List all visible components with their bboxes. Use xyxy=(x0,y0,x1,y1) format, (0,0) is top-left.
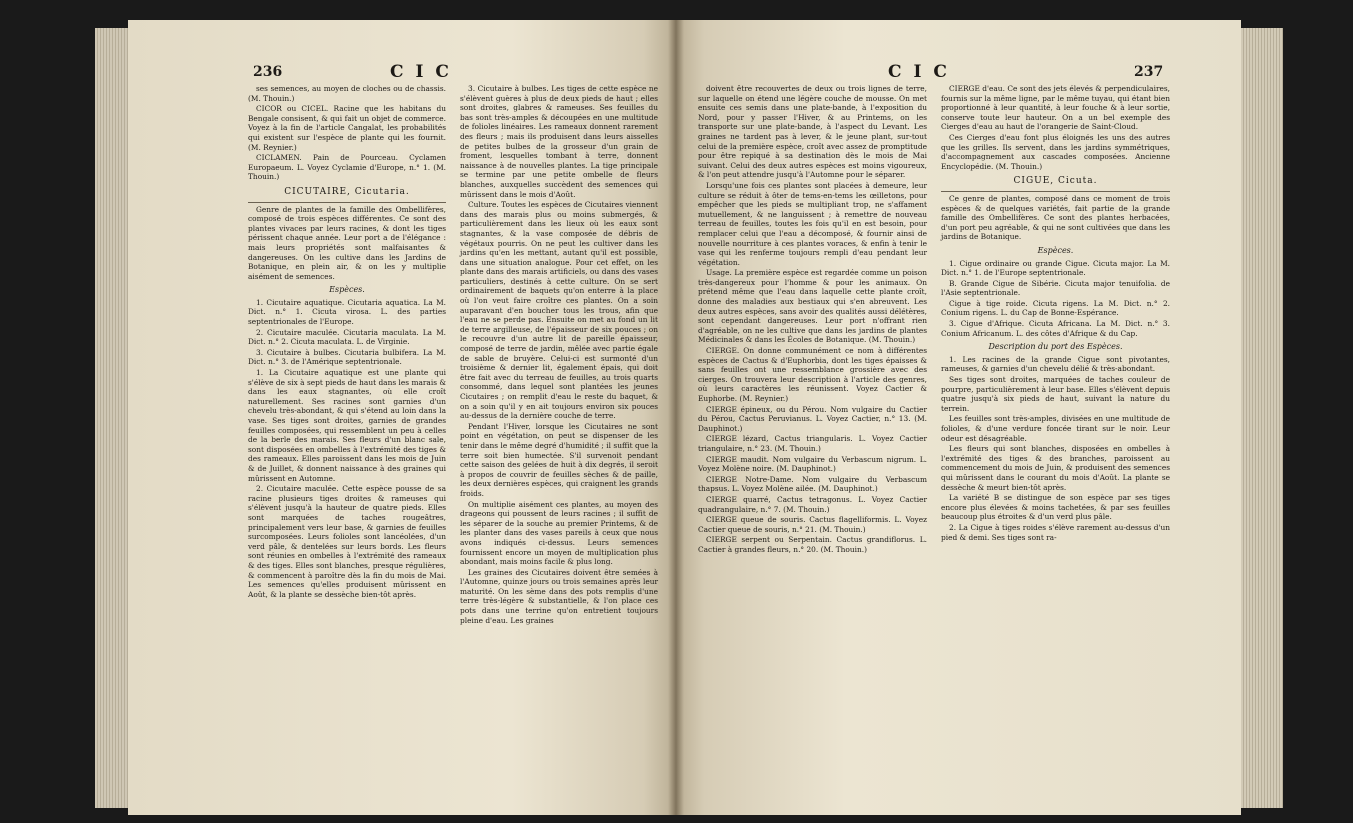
paragraph: La variété B se distingue de son espèce par ses tiges encore plus élevées & moins tachetées, & par ses feuilles beaucoup plus étroites & d'un verd plus pâle. xyxy=(941,493,1170,522)
paragraph: 1. Cigue ordinaire ou grande Cigue. Cicuta major. La M. Dict. n.° 1. de l'Europe septentrionale. xyxy=(941,258,1170,278)
paragraph: CICOR ou CICEL. Racine que les habitans du Bengale consisent, & qui fait un objet de commerce. Voyez à la fin de l'article Cangalat, les probabilités qui existent sur l'espèce de plante qui les fournit. (M. Reynier.) xyxy=(248,104,446,152)
paragraph: 3. Cicutaire à bulbes. Cicutaria bulbifera. La M. Dict. n.° 3. de l'Amérique septentrionale. xyxy=(248,347,446,367)
paragraph: 3. Cicutaire à bulbes. Les tiges de cette espèce ne s'élèvent guères à plus de deux pieds de haut ; elles sont droites, glabres & rameuses. Ses feuilles du bas sont très-amples & découpées en une multitude de folioles linéaires. Les rameaux donnent rarement des fleurs ; mais ils produisent dans leurs aisselles de petites bulbes de la grosseur d'un grain de froment, lesquelles tombant à terre, donnent naissance à de nouvelles plantes. La tige principale se termine par une petite ombelle de fleurs blanches, auxquelles succèdent des semences qui mûrissent dans le mois d'Août. xyxy=(460,84,658,199)
page-number-right: 237 xyxy=(1134,64,1164,80)
page-number-left: 236 xyxy=(253,64,283,80)
paragraph: CIERGE queue de souris. Cactus flagelliformis. L. Voyez Cactier queue de souris, n.° 21. (M. Thouin.) xyxy=(698,515,927,534)
paragraph: Lorsqu'une fois ces plantes sont placées à demeure, leur culture se réduit à ôter de tems-en-tems les œilletons, pour empêcher que les pieds se multipliant trop, ne s'affament mutuellement, & ne languissent ; à remettre de nouveau terreau de feuilles, toutes les fois qu'il en est besoin, pour remplacer celui que l'eau a décomposé, & fournir ainsi de nouvelle nourriture à ces plantes voraces, & enfin à tenir le vase qui les renferme toujours rempli d'eau pendant leur végétation. xyxy=(698,180,927,267)
paragraph: 2. Cicutaire maculée. Cette espèce pousse de sa racine plusieurs tiges droites & rameuses qui s'élèvent jusqu'à la hauteur de quatre pieds. Elles sont marquées de taches rougeâtres, principalement vers leur base, & garnies de feuilles surcomposées. Leurs folioles sont lancéolées, d'un verd pâle, & dentelées sur leurs bords. Les fleurs sont réunies en ombelles à l'extrémité des rameaux & des tiges. Elles sont blanches, presque régulières, & commencent à paroître dès la fin du mois de Mai. Les semences qu'elles produisent mûrissent en Août, & la plante se dessèche bien-tôt après. xyxy=(248,484,446,599)
paragraph: Les fleurs qui sont blanches, disposées en ombelles à l'extrémité des tiges & des branches, paroissent au commencement du mois de Juin, & produisent des semences qui mûrissent dans le courant du mois d'Août. La plante se dessèche & meurt bien-tôt après. xyxy=(941,444,1170,492)
running-head-right: C I C xyxy=(888,62,950,82)
section-subheading: Description du port des Espèces. xyxy=(988,342,1123,352)
section-subheading: Espèces. xyxy=(329,285,365,295)
paragraph: CIERGE serpent ou Serpentain. Cactus grandiflorus. L. Cactier à grandes fleurs, n.° 20. (M. Thouin.) xyxy=(698,535,927,554)
section-subheading: Espèces. xyxy=(1037,245,1074,255)
paragraph: 3. Cigue d'Afrique. Cicuta Africana. La M. Dict. n.° 3. Conium Africanum. L. des côtes d'Afrique & du Cap. xyxy=(941,319,1170,338)
running-head-left: C I C xyxy=(390,62,452,82)
paragraph: CIERGE. On donne communément ce nom à différentes espèces de Cactus & d'Euphorbia, dont les tiges épaisses & sans feuilles ont une ressemblance grossière avec des cierges. On trouvera leur description à l'article des genres, où leurs caractères les réunissent. Voyez Cactier & Euphorbe. (M. Reynier.) xyxy=(698,346,927,403)
paragraph: 1. Les racines de la grande Cigue sont pivotantes, rameuses, & garnies d'un chevelu délié & très-abondant. xyxy=(941,354,1170,374)
paragraph: B. Grande Cigue de Sibérie. Cicuta major tenuifolia. de l'Asie septentrionale. xyxy=(941,278,1170,298)
entry-heading: CIGUE, Cicuta. xyxy=(1013,176,1098,187)
right-page xyxy=(676,20,1241,815)
paragraph: doivent être recouvertes de deux ou trois lignes de terre, sur laquelle on étend une légère couche de mousse. On met ensuite ces semis dans une plate-bande, à l'exposition du Nord, pour y passer l'Hiver, & au Printems, on les transporte sur une plate-bande, à l'aspect du Levant. Les graines ne tardent pas à lever, & le jeune plant, sur-tout celui de la première espèce, croît avec assez de promptitude pour être repiqué à sa destination dès le mois de Mai suivant. Celui des deux autres espèces est moins vigoureux, & l'on peut attendre jusqu'à l'Automne pour le séparer. xyxy=(698,84,927,180)
divider xyxy=(248,202,446,203)
paragraph: Les feuilles sont très-amples, divisées en une multitude de folioles, & d'une verdure foncée tirant sur le noir. Leur odeur est désagréable. xyxy=(941,414,1170,443)
paragraph: CIERGE épineux, ou du Pérou. Nom vulgaire du Cactier du Pérou, Cactus Peruvianus. L. Voyez Cactier, n.° 13. (M. Dauphinot.) xyxy=(698,404,927,433)
paragraph: Usage. La première espèce est regardée comme un poison très-dangereux pour l'homme & pour les animaux. On prétend même que l'eau dans laquelle cette plante croît, donne des maladies aux bestiaux qui s'en abreuvent. Les deux autres espèces, sans avoir des qualités aussi délétères, sont cependant dangereuses. Leur port n'offrant rien d'agréable, on ne les cultive que dans les jardins de plantes Médicinales & dans les Écoles de Botanique. (M. Thouin.) xyxy=(698,268,927,345)
paragraph: CIERGE quarré, Cactus tetragonus. L. Voyez Cactier quadrangulaire, n.° 7. (M. Thouin.) xyxy=(698,494,927,514)
paragraph: CICLAMEN. Pain de Pourceau. Cyclamen Europaeum. L. Voyez Cyclamie d'Europe, n.° 1. (M. Thouin.) xyxy=(248,153,446,182)
book-gutter xyxy=(668,20,684,815)
paragraph: On multiplie aisément ces plantes, au moyen des drageons qui poussent de leurs racines ; il suffit de les séparer de la souche au premier Printems, & de les planter dans des vases pareils à ceux que nous avons indiqués ci-dessus. Leurs semences fournissent encore un moyen de multiplication plus abondant, mais moins facile & plus long. xyxy=(460,499,658,567)
paragraph: 1. Cicutaire aquatique. Cicutaria aquatica. La M. Dict. n.° 1. Cicuta virosa. L. des parties septentrionales de l'Europe. xyxy=(248,297,446,327)
paragraph: Culture. Toutes les espèces de Cicutaires viennent dans des marais plus ou moins submergés, & particulièrement dans les lieux où les eaux sont stagnantes, & la vase composée de débris de végétaux pourris. On ne peut les cultiver dans les jardins qu'en les mettant, autant qu'il est possible, dans une situation analogue. Pour cet effet, on les plante dans des marais artificiels, ou dans des vases particuliers, destinés à cette culture. On se sert ordinairement de baquets qu'on enterre à la place où l'on veut faire croître ces plantes. On a soin auparavant d'en boucher tous les trous, afin que l'eau ne se perde pas. Ensuite on met au fond un lit de terre argilleuse, de l'épaisseur de six pouces ; on le recouvre d'un autre lit de pareille épaisseur, composé de terre de jardin, mêlée avec partie égale de sable de bruyère. Celui-ci est surmonté d'un troisième & dernier lit, également épais, qui doit être fait avec du terreau de feuilles, au trois quarts consommé, dans lequel sont plantées les jeunes Cicutaires ; on remplit d'eau le reste du baquet, & on a soin qu'il y en ait toujours environ six pouces au-dessus de la dernière couche de terre. xyxy=(460,200,658,421)
paragraph: Ces Cierges d'eau font plus éloignés les uns des autres que les grilles. Ils servent, dans les jardins symmétriques, d'accompagnement aux cascades composées. Ancienne Encyclopédie. (M. Thouin.) xyxy=(941,132,1170,171)
left-column-1 xyxy=(248,84,446,626)
paragraph: Ses tiges sont droites, marquées de taches couleur de pourpre, particulièrement à leur base. Elles s'élèvent depuis quatre jusqu'à six pieds de haut, suivant la nature du terrein. xyxy=(941,375,1170,413)
paragraph: Cigue à tige roide. Cicuta rigens. La M. Dict. n.° 2. Conium rigens. L. du Cap de Bonne-Espérance. xyxy=(941,298,1170,318)
paragraph: Pendant l'Hiver, lorsque les Cicutaires ne sont point en végétation, on peut se dispenser de les tenir dans le même degré d'humidité ; il suffit que la terre soit bien humectée. S'il survenoit pendant cette saison des gelées de huit à dix degrés, il seroit à propos de couvrir de feuilles sèches & de paille, les deux dernières espèces, qui craignent les grands froids. xyxy=(460,421,658,498)
divider xyxy=(941,191,1170,192)
entry-heading: CICUTAIRE, Cicutaria. xyxy=(284,186,410,197)
right-column-1 xyxy=(698,84,927,556)
paragraph: CIERGE d'eau. Ce sont des jets élevés & perpendiculaires, fournis sur la même ligne, par le même tuyau, qui étant bien proportionné à leur quantité, à leur fouche & à leur sortie, conserve toute leur hauteur. On a un bel exemple des Cierges d'eau au haut de l'orangerie de Saint-Cloud. xyxy=(941,84,1170,132)
paragraph: ses semences, au moyen de cloches ou de chassis. (M. Thouin.) xyxy=(248,84,446,103)
paragraph: 2. Cicutaire maculée. Cicutaria maculata. La M. Dict. n.° 2. Cicuta maculata. L. de Virginie. xyxy=(248,327,446,347)
paragraph: Ce genre de plantes, composé dans ce moment de trois espèces & de quelques variétés, fait partie de la grande famille des Ombellifères. Ce sont des plantes herbacées, d'un port peu agréable, & qui ne sont cultivées que dans les jardins de Botanique. xyxy=(941,193,1170,242)
left-page xyxy=(128,20,676,815)
left-columns xyxy=(248,84,658,626)
paragraph: CIERGE lézard, Cactus triangularis. L. Voyez Cactier triangulaire, n.° 23. (M. Thouin.) xyxy=(698,434,927,453)
paragraph: 1. La Cicutaire aquatique est une plante qui s'élève de six à sept pieds de haut dans les marais & dans les eaux stagnantes, où elle croît naturellement. Ses racines sont garnies d'un chevelu très-abondant, & qui s'étend au loin dans la vase. Ses tiges sont droites, garnies de grandes feuilles composées, qui ressemblent un peu à celles de la berle des marais. Ses fleurs d'un blanc sale, sont disposées en ombelles à l'extrémité des tiges & des rameaux. Elles paroissent dans les mois de Juin & de Juillet, & donnent naissance à des graines qui mûrissent en Automne. xyxy=(248,368,446,483)
right-columns xyxy=(698,84,1170,556)
paragraph: 2. La Cigue à tiges roides s'élève rarement au-dessus d'un pied & demi. Ses tiges sont ra- xyxy=(941,522,1170,542)
paragraph: Genre de plantes de la famille des Ombellifères, composé de trois espèces différentes. Ce sont des plantes vivaces par leurs racines, & dont les tiges périssent chaque année. Leur port a de l'élégance : mais leurs propriétés sont malfaisantes & dangereuses. On les cultive dans les Jardins de Botanique, en plein air, & on les y multiplie aisément de semences. xyxy=(248,204,446,281)
right-column-2 xyxy=(941,84,1170,556)
paragraph: CIERGE Notre-Dame. Nom vulgaire du Verbascum thapsus. L. Voyez Molène ailée. (M. Dauphinot.) xyxy=(698,474,927,494)
paragraph: Les graines des Cicutaires doivent être semées à l'Automne, quinze jours ou trois semaines après leur maturité. On les sème dans des pots remplis d'une terre très-légère & substantielle, & l'on place ces pots dans une terrine qu'on entretient toujours pleine d'eau. Les graines xyxy=(460,567,658,625)
right-page-edges xyxy=(1237,28,1283,808)
left-column-2 xyxy=(460,84,658,626)
paragraph: CIERGE maudit. Nom vulgaire du Verbascum nigrum. L. Voyez Molène noire. (M. Dauphinot.) xyxy=(698,454,927,474)
